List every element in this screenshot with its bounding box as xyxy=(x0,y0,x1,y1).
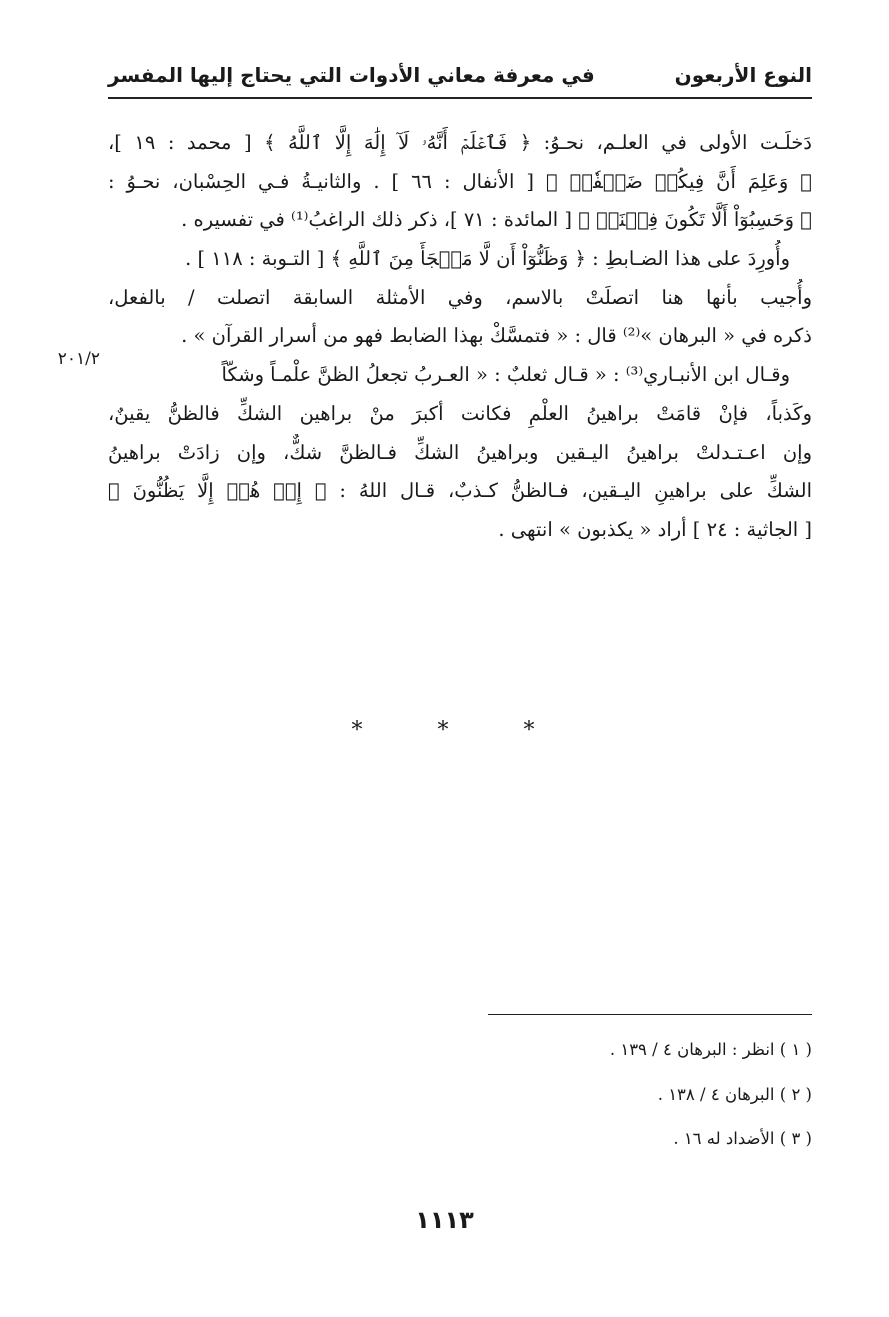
section-separator: * * * xyxy=(351,718,569,743)
running-header xyxy=(108,58,812,92)
chapter-title: النوع الأربعون xyxy=(674,63,812,87)
header-rule xyxy=(108,97,812,99)
footnote-2: ( ٢ ) البرهان ٤ / ١٣٨ . xyxy=(657,1084,812,1104)
text-line-11: [ الجاثية : ٢٤ ] أراد « يكذبون » انتهى . xyxy=(498,517,812,541)
text-line-10: الشكِّ على براهينِ اليـقين، فـالظنُّ كـذبٌ، قـال اللهُ : ﴿ إِنۡ هُمۡ إِلَّا يَظُنُّونَ ﴾ xyxy=(108,479,812,503)
text-line-3: ﴿ وَحَسِبُوٓاْ أَلَّا تَكُونَ فِتۡنَةٞ ﴾ [ المائدة : ٧١ ]، ذكر ذلك الراغبُ⁽¹⁾ في تفسيره . xyxy=(181,208,812,232)
footnote-1: ( ١ ) انظر : البرهان ٤ / ١٣٩ . xyxy=(609,1040,812,1059)
footnote-3: ( ٣ ) الأضداد له ١٦ . xyxy=(673,1129,812,1148)
text-line-9: وإن اعـتـدلتْ براهينُ اليـقين وبراهينُ الشكِّ فـالظنَّ شكٌّ، وإن زادَتْ براهينُ xyxy=(108,440,812,464)
text-line-8: وكَذباً، فإنْ قامَتْ براهينُ العلْمِ فكانت أكبرَ منْ براهين الشكِّ فالظنُّ يقينٌ، xyxy=(108,401,812,425)
footnote-rule xyxy=(488,1014,812,1015)
text-line-1: دَخلَـت الأولى في العلـم، نحـوُ: ﴿ فَٱعۡلَمۡ أَنَّهُۥ لَآ إِلَٰهَ إِلَّا ٱللَّهُ ﴾ [ محمد : ١٩ ]، xyxy=(108,131,812,154)
text-line-6: ذكره في « البرهان »⁽²⁾ قال : « فتمسَّكْ بهذا الضابط فهو من أسرار القرآن » . xyxy=(181,324,812,348)
main-text xyxy=(108,124,812,550)
text-line-7: وقـال ابن الأنبـاري⁽³⁾ : « قـال ثعلبٌ : « العـربُ تجعلُ الظنَّ علْمـاً وشكّاً xyxy=(221,363,790,387)
text-line-4: وأُورِدَ على هذا الضـابطِ : ﴿ وَظَنُّوٓاْ أَن لَّا مَلۡجَأَ مِنَ ٱللَّهِ ﴾ [ التـوبة : ١١٨ ] . xyxy=(185,247,790,271)
margin-page-reference: ٢٠١/٢ xyxy=(57,349,100,369)
running-title: في معرفة معاني الأدوات التي يحتاج إليها المفسر xyxy=(108,63,595,87)
text-line-2: ﴿ وَعَلِمَ أَنَّ فِيكُمۡ ضَعۡفٗاۚ ﴾ [ الأنفال : ٦٦ ] . والثانيـةُ فـي الحِسْبان، نحـوُ : xyxy=(108,169,812,193)
footnotes xyxy=(108,1030,812,1164)
text-line-5: وأُجيب بأنها هنا اتصلَتْ بالاسم، وفي الأمثلة السابقة اتصلت / بالفعل، xyxy=(108,285,812,309)
page-number: ١١١٣ xyxy=(415,1206,474,1234)
